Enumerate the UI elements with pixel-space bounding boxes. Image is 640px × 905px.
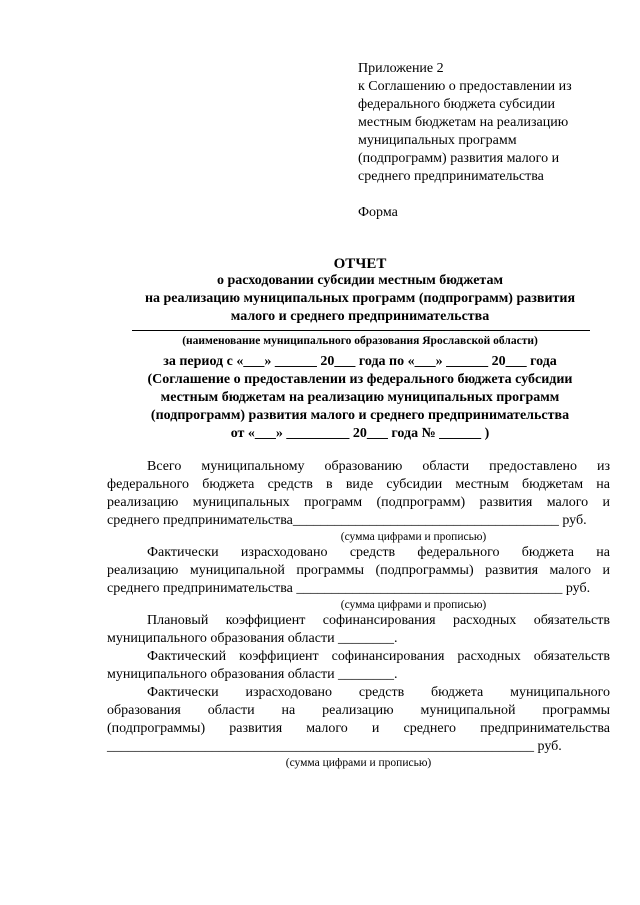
paragraph-total-provided: Всего муниципальному образованию области предоставлено из — [147, 459, 610, 474]
agreement-date-line: от «___» _________ 20___ года № ______ ) — [230, 426, 490, 441]
appendix-line: Приложение 2 — [358, 61, 444, 76]
amount-line: среднего предпринимательства______________________________________ руб. — [107, 513, 587, 528]
amount-caption: (сумма цифрами и прописью) — [340, 599, 487, 611]
subtitle-line: на реализацию муниципальных программ (подпрограмм) развития — [144, 291, 576, 306]
appendix-block — [358, 60, 618, 222]
appendix-line: местным бюджетам на реализацию — [358, 115, 569, 130]
report-title: ОТЧЕТ — [333, 256, 387, 272]
municipality-name-line — [132, 330, 590, 331]
paragraph-line: реализацию муниципальной программы (подпрограммы) развития малого и — [107, 563, 610, 578]
amount-caption: (сумма цифрами и прописью) — [340, 531, 487, 543]
amount-line: среднего предпринимательства ______________________________________ руб. — [107, 581, 591, 596]
agreement-line: (подпрограмм) развития малого и среднего предпринимательства — [150, 408, 570, 423]
paragraph-line: образования области на реализацию муниципальной программы — [107, 703, 610, 718]
amount-caption: (сумма цифрами и прописью) — [285, 757, 432, 769]
subtitle-line: о расходовании субсидии местным бюджетам — [216, 273, 503, 288]
appendix-line: муниципальных программ — [358, 133, 517, 148]
appendix-line: федерального бюджета субсидии — [358, 97, 556, 112]
coefficient-line: муниципального образования области ________. — [107, 667, 398, 682]
paragraph-line: федерального бюджета средств в виде субсидии местным бюджетам на — [107, 477, 610, 492]
appendix-line: к Соглашению о предоставлении из — [358, 79, 572, 94]
amount-line: _____________________________________________________________ руб. — [107, 739, 562, 754]
paragraph-planned-coefficient: Плановый коэффициент софинансирования расходных обязательств — [147, 613, 610, 628]
report-subtitle — [100, 272, 620, 326]
municipality-name-caption: (наименование муниципального образования Ярославской области) — [182, 335, 538, 347]
appendix-line: среднего предпринимательства — [358, 169, 544, 184]
appendix-line: (подпрограмм) развития малого и — [358, 151, 560, 166]
period-block — [100, 353, 620, 443]
form-label: Форма — [358, 205, 398, 220]
agreement-line: местным бюджетам на реализацию муниципальных программ — [160, 390, 560, 405]
paragraph-line: (подпрограммы) развития малого и среднего предпринимательства — [107, 721, 610, 736]
paragraph-federal-spent: Фактически израсходовано средств федерального бюджета на — [147, 545, 610, 560]
paragraph-municipal-spent: Фактически израсходовано средств бюджета муниципального — [147, 685, 610, 700]
agreement-line: (Соглашение о предоставлении из федерального бюджета субсидии — [147, 372, 573, 387]
period-line: за период с «___» ______ 20___ года по «___» ______ 20___ года — [163, 354, 557, 369]
paragraph-line: реализацию муниципальных программ (подпрограмм) развития малого и — [107, 495, 610, 510]
coefficient-line: муниципального образования области ________. — [107, 631, 398, 646]
paragraph-actual-coefficient: Фактический коэффициент софинансирования расходных обязательств — [147, 649, 610, 664]
subtitle-line: малого и среднего предпринимательства — [230, 309, 490, 324]
report-body — [107, 458, 610, 770]
